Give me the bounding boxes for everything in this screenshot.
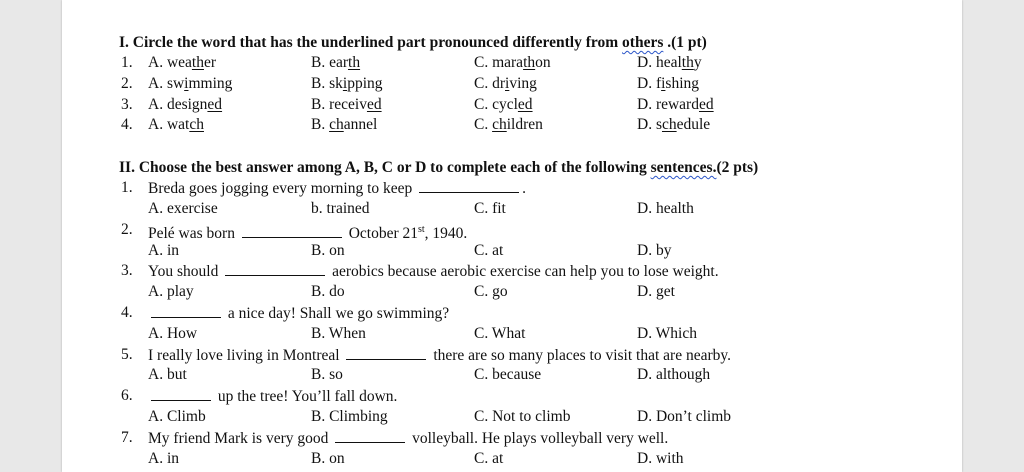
underlined-part: i xyxy=(505,74,510,92)
answer-option: C. What xyxy=(474,324,526,342)
answer-option: C. because xyxy=(474,366,542,384)
spellcheck-word: others xyxy=(622,34,664,51)
answer-option: D. health xyxy=(637,199,694,217)
question-row xyxy=(119,115,949,136)
underlined-part: i xyxy=(342,74,348,92)
question-row xyxy=(119,53,949,74)
underlined-part: th xyxy=(348,54,361,71)
question-stem: Breda goes jogging every morning to keep . xyxy=(148,180,527,198)
answer-option: C. marathon xyxy=(474,54,551,71)
answer-option: D. schedule xyxy=(637,116,711,134)
answer-option: C. driving xyxy=(474,74,537,92)
answer-option: A. How xyxy=(148,324,198,342)
answer-option: B. skipping xyxy=(311,74,383,92)
question-number: 7. xyxy=(121,428,133,446)
answer-option: A. play xyxy=(148,283,194,301)
answer-option: C. at xyxy=(474,449,504,467)
answer-blank xyxy=(151,303,221,318)
question-number: 4. xyxy=(121,303,133,321)
question-row xyxy=(119,261,949,282)
answer-option: B. so xyxy=(311,366,343,384)
answer-option: B. on xyxy=(311,241,345,259)
section1-heading: I. Circle the word that has the underlined part pronounced differently from others .(1 pt) xyxy=(119,34,707,51)
answer-option: B. earth xyxy=(311,54,361,71)
question-row xyxy=(119,95,949,116)
underlined-part: ch xyxy=(329,116,344,134)
answer-option: A. in xyxy=(148,449,179,467)
underlined-part: ch xyxy=(661,116,677,134)
underlined-part: th xyxy=(681,54,694,71)
worksheet-content xyxy=(119,32,949,469)
options-row xyxy=(119,407,949,428)
answer-option: C. at xyxy=(474,241,504,259)
underlined-part: th xyxy=(523,54,536,71)
document-page xyxy=(62,0,962,472)
underlined-part: ed xyxy=(366,95,382,113)
answer-option: B. received xyxy=(311,95,382,113)
answer-option: A. in xyxy=(148,241,179,259)
section2-heading: II. Choose the best answer among A, B, C or D to complete each of the following sentences.(2 pts) xyxy=(119,159,759,177)
answer-option: D. get xyxy=(637,283,675,301)
underlined-part: th xyxy=(191,54,204,71)
question-number: 1. xyxy=(121,179,133,197)
question-stem: up the tree! You’ll fall down. xyxy=(148,386,397,408)
underlined-part: ed xyxy=(517,95,533,113)
answer-option: B. Climbing xyxy=(311,407,388,425)
options-row xyxy=(119,282,949,303)
question-row xyxy=(119,428,949,449)
question-row xyxy=(119,74,949,95)
answer-option: A. swimming xyxy=(148,74,233,92)
answer-blank xyxy=(151,386,211,401)
answer-blank xyxy=(335,428,405,443)
question-number: 3. xyxy=(121,95,133,113)
answer-option: A. watch xyxy=(148,116,204,134)
options-row xyxy=(119,449,949,470)
question-row xyxy=(119,178,949,199)
answer-option: D. healthy xyxy=(637,54,702,71)
options-row xyxy=(119,365,949,386)
section1-questions xyxy=(119,53,949,136)
answer-option: B. When xyxy=(311,324,366,342)
answer-blank xyxy=(242,223,342,238)
question-stem: You should aerobics because aerobic exercise can help you to lose weight. xyxy=(148,263,719,281)
question-row xyxy=(119,220,949,241)
question-stem: Pelé was born October 21st, 1940. xyxy=(148,223,468,242)
answer-blank xyxy=(346,345,426,360)
answer-option: D. by xyxy=(637,241,672,259)
options-row xyxy=(119,241,949,262)
underlined-part: ed xyxy=(698,95,714,113)
answer-option: b. trained xyxy=(311,199,370,217)
answer-option: C. fit xyxy=(474,199,506,217)
underlined-part: ch xyxy=(189,116,204,134)
answer-option: A. weather xyxy=(148,54,217,71)
ordinal-suffix: st xyxy=(418,223,425,235)
question-row xyxy=(119,345,949,366)
question-number: 2. xyxy=(121,74,133,92)
underlined-part: ed xyxy=(207,95,223,113)
underlined-part: i xyxy=(184,74,189,92)
answer-blank xyxy=(225,261,325,276)
answer-blank xyxy=(419,178,519,193)
question-row xyxy=(119,303,949,324)
answer-option: D. with xyxy=(637,449,684,467)
answer-option: C. children xyxy=(474,116,543,134)
answer-option: B. do xyxy=(311,283,345,301)
answer-option: C. go xyxy=(474,283,508,301)
answer-option: D. fishing xyxy=(637,74,700,92)
question-row xyxy=(119,386,949,407)
answer-option: A. but xyxy=(148,366,187,384)
question-stem: a nice day! Shall we go swimming? xyxy=(148,303,449,325)
answer-option: D. Don’t climb xyxy=(637,407,731,425)
underlined-part: i xyxy=(661,74,666,92)
answer-option: A. Climb xyxy=(148,407,206,425)
answer-option: C. Not to climb xyxy=(474,407,571,425)
options-row xyxy=(119,199,949,220)
question-number: 5. xyxy=(121,345,133,363)
question-number: 4. xyxy=(121,116,133,134)
answer-option: A. designed xyxy=(148,95,223,113)
answer-option: D. rewarded xyxy=(637,95,714,113)
question-stem: I really love living in Montreal there are so many places to visit that are nearby. xyxy=(148,346,731,364)
answer-option: D. although xyxy=(637,366,711,384)
options-row xyxy=(119,324,949,345)
underlined-part: ch xyxy=(492,116,507,134)
answer-option: B. on xyxy=(311,449,345,467)
answer-option: D. Which xyxy=(637,324,697,342)
question-stem: My friend Mark is very good volleyball. He plays volleyball very well. xyxy=(148,429,669,447)
spellcheck-word: sentences. xyxy=(650,159,717,177)
question-number: 2. xyxy=(121,220,133,238)
answer-option: B. channel xyxy=(311,116,378,134)
question-number: 3. xyxy=(121,262,133,280)
question-number: 6. xyxy=(121,387,133,405)
section2-questions xyxy=(119,178,949,469)
answer-option: A. exercise xyxy=(148,199,218,217)
question-number: 1. xyxy=(121,54,133,71)
answer-option: C. cycled xyxy=(474,95,533,113)
